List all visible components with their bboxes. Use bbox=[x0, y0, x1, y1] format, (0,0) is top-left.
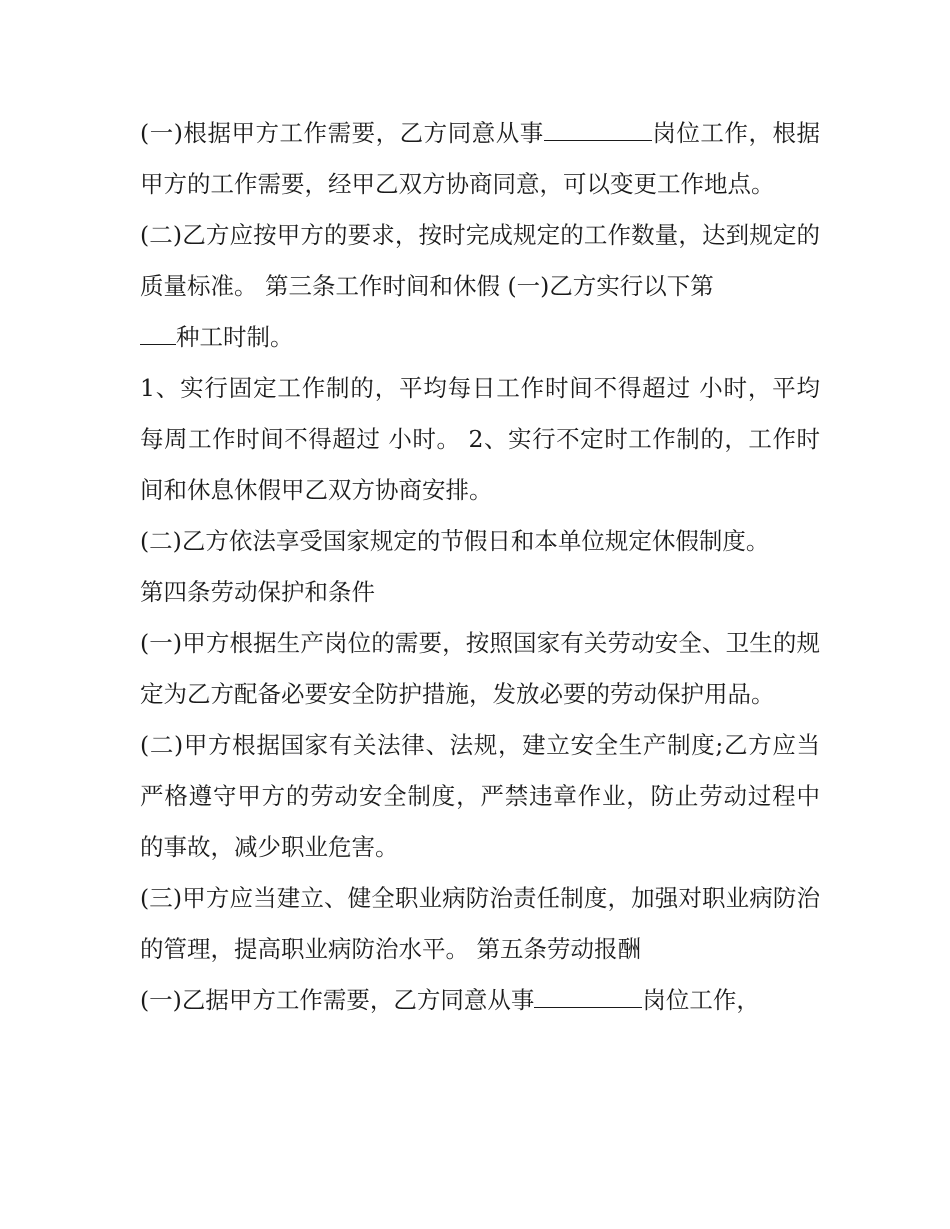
fill-in-blank bbox=[544, 114, 652, 141]
paragraph-occupational-disease: (三)甲方应当建立、健全职业病防治责任制度，加强对职业病防治的管理，提高职业病防治水平。 第五条劳动报酬 bbox=[140, 884, 820, 963]
text-segment: 岗位工作，根据甲方的工作需要，经甲乙双方协商同意，可以变更工作地点。 bbox=[140, 119, 820, 198]
text-segment: 岗位工作， bbox=[642, 986, 760, 1014]
text-segment: (一)乙据甲方工作需要，乙方同意从事 bbox=[140, 986, 535, 1014]
text-segment: (二)乙方应按甲方的要求，按时完成规定的工作数量，达到规定的质量标准。 第三条工作时间和休假 (一)乙方实行以下第 bbox=[140, 221, 820, 300]
paragraph-safety-system: (二)甲方根据国家有关法律、法规，建立安全生产制度;乙方应当严格遵守甲方的劳动安全制度，严禁违章作业，防止劳动过程中的事故，减少职业危害。 bbox=[140, 731, 820, 861]
paragraph-protective-equipment: (一)甲方根据生产岗位的需要，按照国家有关劳动安全、卫生的规定为乙方配备必要安全防护措施，发放必要的劳动保护用品。 bbox=[140, 629, 820, 708]
paragraph-working-hours: 1、实行固定工作制的，平均每日工作时间不得超过 小时，平均每周工作时间不得超过 小时。 2、实行不定时工作制的，工作时间和休息休假甲乙双方协商安排。 bbox=[140, 374, 820, 504]
document-page bbox=[140, 108, 820, 1026]
text-segment: 种工时制。 bbox=[176, 323, 294, 351]
paragraph-job-post-repeat bbox=[140, 975, 820, 1026]
section-heading-labor-protection: 第四条劳动保护和条件 bbox=[140, 578, 375, 606]
text-segment: (一)根据甲方工作需要，乙方同意从事 bbox=[140, 119, 544, 147]
paragraph-work-requirements bbox=[140, 210, 820, 363]
paragraph-job-post bbox=[140, 108, 820, 210]
fill-in-blank bbox=[140, 318, 176, 345]
fill-in-blank bbox=[534, 981, 642, 1008]
paragraph-holidays: (二)乙方依法享受国家规定的节假日和本单位规定休假制度。 bbox=[140, 527, 770, 555]
